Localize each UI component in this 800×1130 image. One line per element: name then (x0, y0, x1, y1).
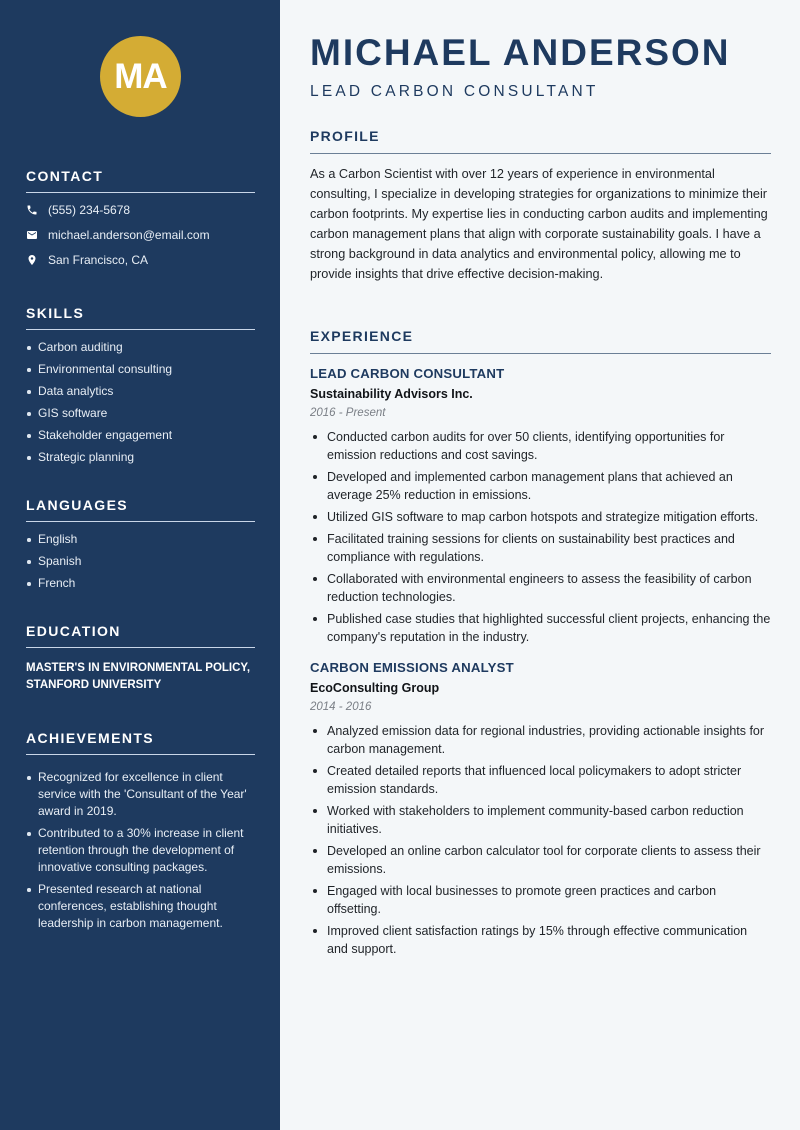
achievement-item: Presented research at national conferences, establishing thought leadership in carbon management. (26, 881, 255, 932)
skill-item: Strategic planning (26, 449, 255, 466)
job-company: Sustainability Advisors Inc. (310, 387, 473, 401)
job-bullet: Developed an online carbon calculator tool for corporate clients to assess their emissions. (310, 842, 771, 878)
avatar (100, 36, 181, 117)
job-bullet: Utilized GIS software to map carbon hotspots and strategize mitigation efforts. (310, 508, 771, 526)
education-section (26, 623, 255, 694)
languages-heading: LANGUAGES (26, 497, 255, 522)
skill-item: Environmental consulting (26, 361, 255, 378)
sidebar (0, 0, 280, 1130)
profile-text: As a Carbon Scientist with over 12 years of experience in environmental consulting, I specialize in developing strategies for organizations to minimize their carbon footprints. My expertise lies in conducting carbon audits and implementing carbon management plans that align with corporate sustainability goals. I have a strong background in data analytics and environmental policy, allowing me to provide insights that drive effective decision-making. (310, 167, 768, 281)
email-icon (26, 229, 48, 241)
achievements-heading: ACHIEVEMENTS (26, 730, 255, 755)
contact-phone (26, 201, 255, 218)
job-bullet: Worked with stakeholders to implement community-based carbon reduction initiatives. (310, 802, 771, 838)
experience-section (310, 328, 771, 962)
job-role: CARBON EMISSIONS ANALYST (310, 660, 514, 675)
skills-heading: SKILLS (26, 305, 255, 330)
job-bullet: Facilitated training sessions for clients on sustainability best practices and compliance with regulations. (310, 530, 771, 566)
contact-heading: CONTACT (26, 168, 255, 193)
skill-item: Data analytics (26, 383, 255, 400)
job-bullet: Engaged with local businesses to promote green practices and carbon offsetting. (310, 882, 771, 918)
experience-heading: EXPERIENCE (310, 328, 771, 354)
job-bullets (310, 428, 771, 646)
phone-icon (26, 204, 48, 216)
contact-location (26, 251, 255, 268)
job-bullet: Analyzed emission data for regional industries, providing actionable insights for carbon management. (310, 722, 771, 758)
education-entry: MASTER'S IN ENVIRONMENTAL POLICY, STANFORD UNIVERSITY (26, 662, 251, 691)
candidate-title: LEAD CARBON CONSULTANT (310, 83, 599, 100)
achievement-item: Contributed to a 30% increase in client retention through the development of innovative consulting packages. (26, 825, 255, 876)
skill-item: Carbon auditing (26, 339, 255, 356)
job-bullets (310, 722, 771, 958)
language-item: English (26, 531, 255, 548)
candidate-name: MICHAEL ANDERSON (310, 32, 731, 73)
language-item: French (26, 575, 255, 592)
achievement-item: Recognized for excellence in client service with the 'Consultant of the Year' award in 2019. (26, 769, 255, 820)
contact-section (26, 168, 255, 268)
job-bullet: Conducted carbon audits for over 50 clients, identifying opportunities for emission reductions and cost savings. (310, 428, 771, 464)
job-bullet: Created detailed reports that influenced local policymakers to adopt stricter emission standards. (310, 762, 771, 798)
profile-section (310, 128, 771, 284)
job-bullet: Published case studies that highlighted successful client projects, enhancing the company's reputation in the industry. (310, 610, 771, 646)
achievements-section (26, 730, 255, 937)
job-bullet: Collaborated with environmental engineers to assess the feasibility of carbon reduction technologies. (310, 570, 771, 606)
achievements-list (26, 769, 255, 932)
skills-section (26, 305, 255, 471)
contact-email (26, 226, 255, 243)
skills-list (26, 339, 255, 466)
languages-section (26, 497, 255, 597)
avatar-initials: MA (114, 56, 167, 96)
job-dates: 2016 - Present (310, 407, 386, 419)
location-pin-icon (26, 254, 48, 266)
contact-email-value[interactable]: michael.anderson@email.com (48, 227, 210, 242)
job-role: LEAD CARBON CONSULTANT (310, 366, 505, 381)
job-company: EcoConsulting Group (310, 681, 440, 695)
language-item: Spanish (26, 553, 255, 570)
job-entry (310, 660, 771, 958)
education-heading: EDUCATION (26, 623, 255, 648)
job-bullet: Improved client satisfaction ratings by 15% through effective communication and support. (310, 922, 771, 958)
skill-item: Stakeholder engagement (26, 427, 255, 444)
job-dates: 2014 - 2016 (310, 701, 372, 713)
job-entry (310, 366, 771, 646)
languages-list (26, 531, 255, 592)
job-bullet: Developed and implemented carbon management plans that achieved an average 25% reduction in emissions. (310, 468, 771, 504)
skill-item: GIS software (26, 405, 255, 422)
contact-location-value: San Francisco, CA (48, 252, 149, 267)
contact-phone-value[interactable]: (555) 234-5678 (48, 202, 131, 217)
profile-heading: PROFILE (310, 128, 771, 154)
